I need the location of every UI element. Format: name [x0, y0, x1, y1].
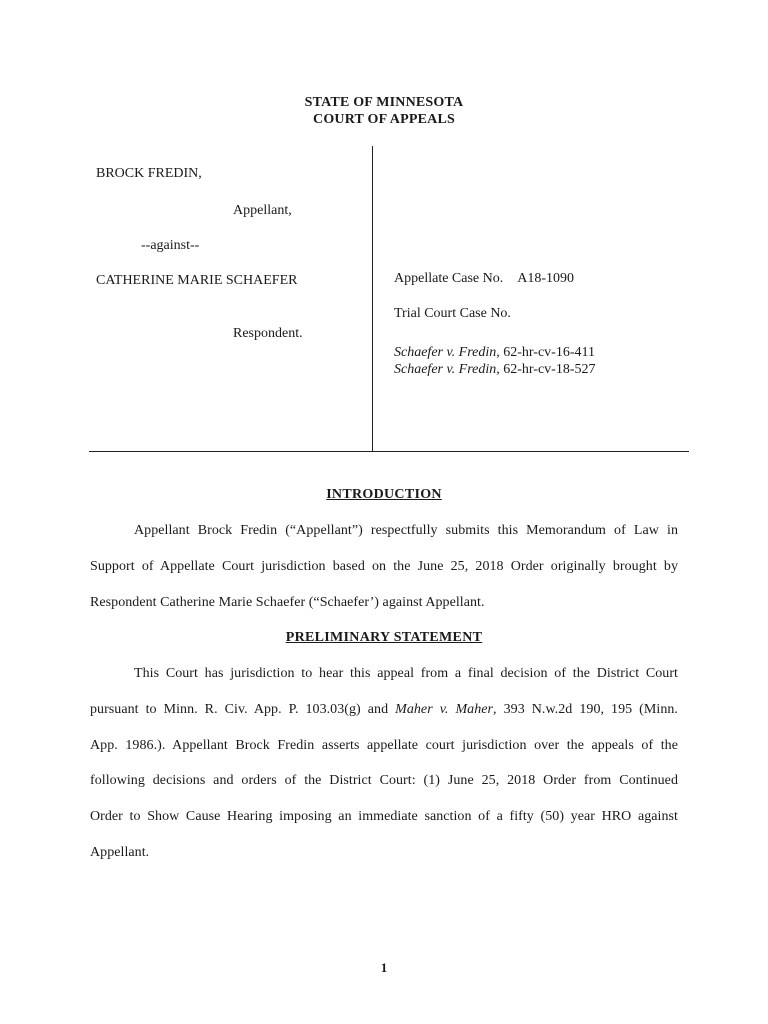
- page-number: 1: [380, 960, 388, 975]
- prelim-line-2-end: , 393 N.w.2d 190, 195 (Minn.: [493, 702, 678, 717]
- intro-line-2: Support of Appellate Court jurisdiction based on the June 25, 2018 Order originally brought by: [90, 559, 678, 574]
- trial-case-2-name: Schaefer v. Fredin: [394, 362, 497, 377]
- appellant-name: BROCK FREDIN,: [96, 166, 202, 181]
- preliminary-heading: PRELIMINARY STATEMENT: [285, 630, 483, 645]
- appellate-case-value: A18-1090: [517, 271, 575, 286]
- maher-case-citation: Maher v. Maher: [395, 702, 494, 717]
- prelim-line-2-text: pursuant to Minn. R. Civ. App. P. 103.03(g) and: [90, 702, 389, 717]
- trial-case-1-name: Schaefer v. Fredin: [394, 345, 497, 360]
- trial-case-2: [394, 362, 596, 378]
- prelim-line-6: Appellant.: [90, 845, 150, 860]
- respondent-name: CATHERINE MARIE SCHAEFER: [96, 273, 298, 288]
- caption-vertical-divider: [372, 146, 373, 451]
- prelim-line-3: App. 1986.). Appellant Brock Fredin asserts appellate court jurisdiction over the appeals of the: [90, 738, 678, 753]
- trial-case-2-number: , 62-hr-cv-18-527: [496, 362, 596, 377]
- prelim-line-5: Order to Show Cause Hearing imposing an immediate sanction of a fifty (50) year HRO against: [90, 809, 678, 824]
- prelim-line-2: [90, 702, 678, 720]
- appellate-case-label: Appellate Case No.: [394, 271, 504, 286]
- respondent-role: Respondent.: [233, 326, 303, 341]
- intro-line-1: Appellant Brock Fredin (“Appellant”) respectfully submits this Memorandum of Law in: [134, 523, 678, 538]
- trial-case-1: [394, 345, 595, 361]
- prelim-line-1: This Court has jurisdiction to hear this appeal from a final decision of the District Court: [134, 666, 678, 681]
- state-heading: STATE OF MINNESOTA: [304, 95, 464, 110]
- prelim-line-4: following decisions and orders of the District Court: (1) June 25, 2018 Order from Continued: [90, 773, 678, 788]
- court-heading: COURT OF APPEALS: [313, 112, 455, 127]
- caption-horizontal-divider: [89, 451, 689, 452]
- trial-case-label: Trial Court Case No.: [394, 306, 511, 321]
- trial-case-1-number: , 62-hr-cv-16-411: [496, 345, 595, 360]
- appellate-case-number: [394, 271, 574, 287]
- introduction-heading: INTRODUCTION: [326, 487, 442, 502]
- against-label: --against--: [141, 238, 200, 253]
- intro-line-3: Respondent Catherine Marie Schaefer (“Schaefer’) against Appellant.: [90, 595, 485, 610]
- appellant-role: Appellant,: [233, 203, 292, 218]
